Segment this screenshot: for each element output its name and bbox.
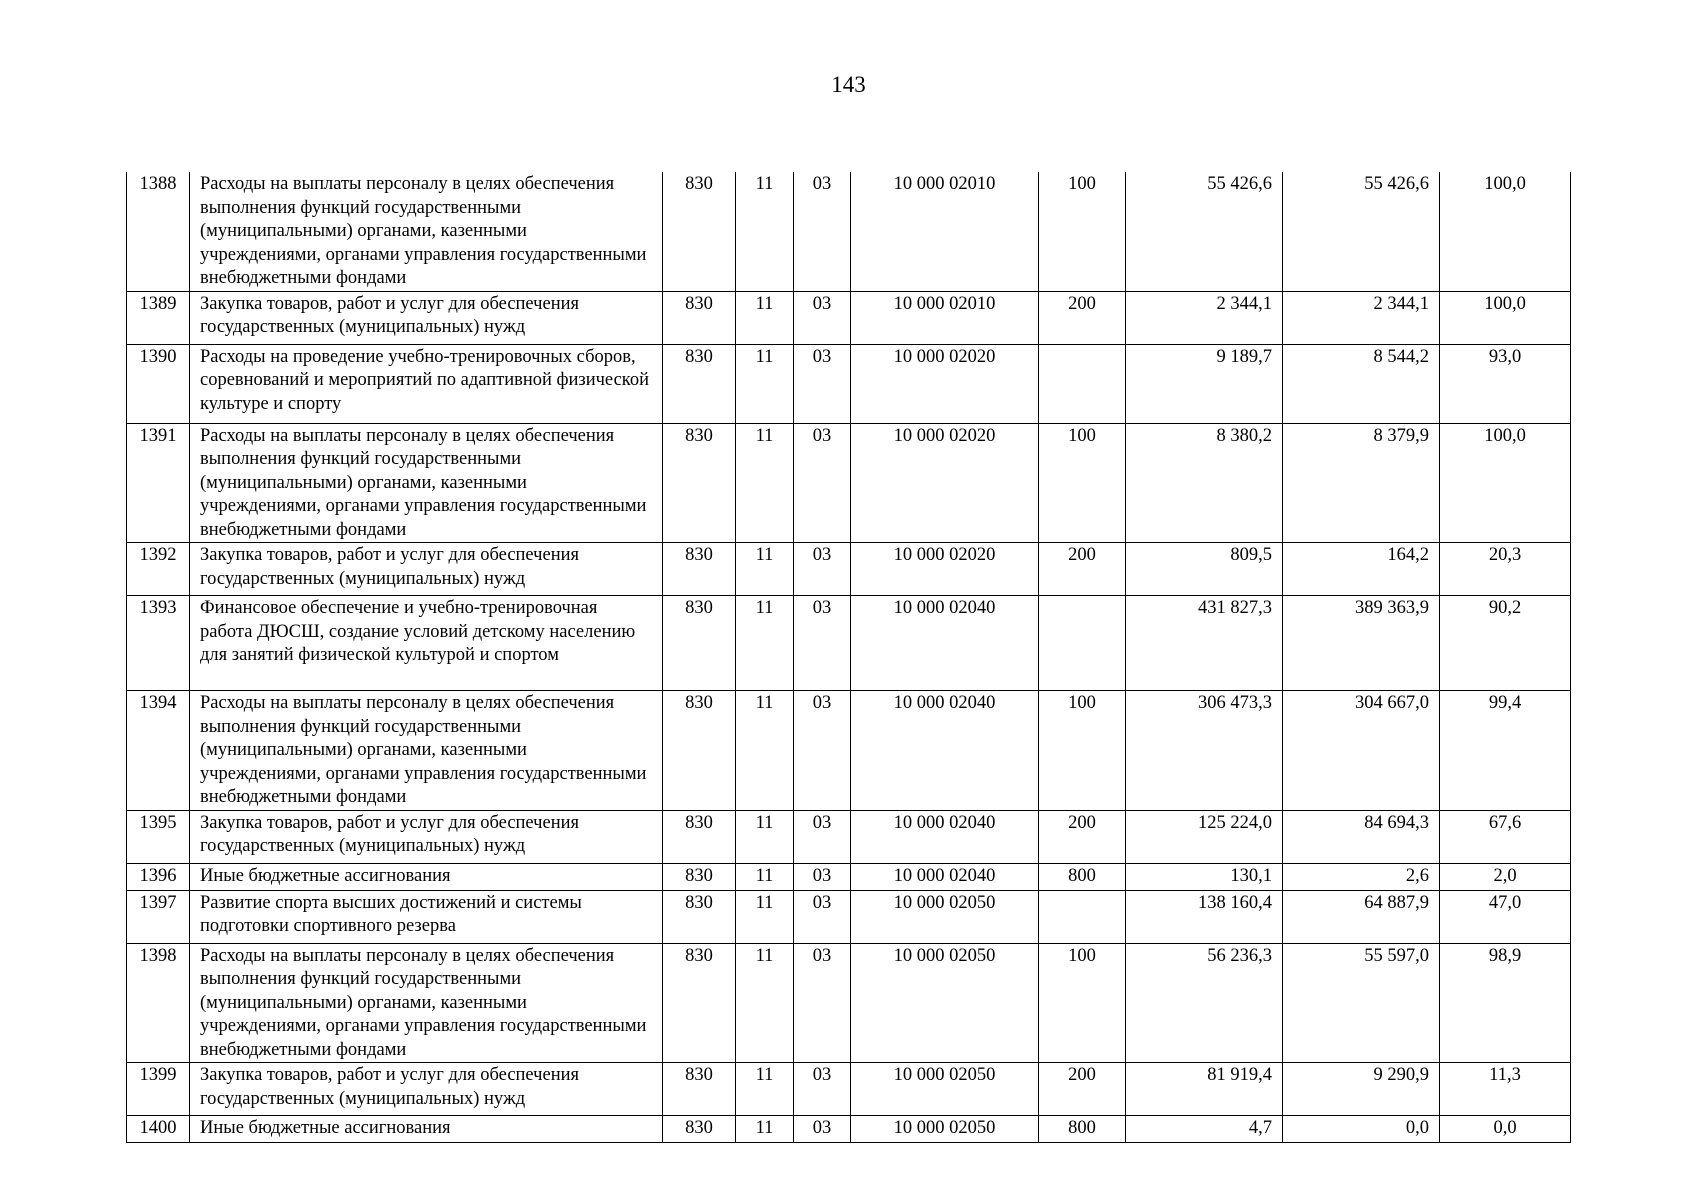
expense-type-code: [1039, 890, 1126, 943]
execution-percent: 90,2: [1440, 596, 1571, 691]
execution-percent: 100,0: [1440, 291, 1571, 344]
section-code: 11: [736, 890, 794, 943]
subsection-code: 03: [794, 344, 851, 423]
table-row: [127, 423, 1571, 543]
expense-name: Расходы на выплаты персоналу в целях обеспечения выполнения функций государственными (муниципальными) органами, казенными учреждениями, органами управления государственными внебюджетными фондами: [190, 172, 663, 291]
expense-type-code: 800: [1039, 863, 1126, 890]
section-code: 11: [736, 863, 794, 890]
budget-table: [126, 172, 1571, 1143]
expense-type-code: 100: [1039, 943, 1126, 1063]
section-code: 11: [736, 1116, 794, 1143]
table-row: [127, 810, 1571, 863]
section-code: 11: [736, 810, 794, 863]
executed-amount: 389 363,9: [1283, 596, 1440, 691]
subsection-code: 03: [794, 596, 851, 691]
execution-percent: 20,3: [1440, 543, 1571, 596]
executed-amount: 0,0: [1283, 1116, 1440, 1143]
planned-amount: 431 827,3: [1126, 596, 1283, 691]
target-article-code: 10 000 02010: [851, 172, 1039, 291]
row-number: 1390: [127, 344, 190, 423]
expense-type-code: 100: [1039, 172, 1126, 291]
table-row: [127, 543, 1571, 596]
row-number: 1396: [127, 863, 190, 890]
planned-amount: 55 426,6: [1126, 172, 1283, 291]
target-article-code: 10 000 02020: [851, 423, 1039, 543]
executed-amount: 8 544,2: [1283, 344, 1440, 423]
target-article-code: 10 000 02010: [851, 291, 1039, 344]
table-row: [127, 691, 1571, 811]
row-number: 1394: [127, 691, 190, 811]
expense-type-code: 200: [1039, 810, 1126, 863]
row-number: 1391: [127, 423, 190, 543]
table-row: [127, 291, 1571, 344]
department-code: 830: [663, 543, 736, 596]
execution-percent: 93,0: [1440, 344, 1571, 423]
executed-amount: 55 597,0: [1283, 943, 1440, 1063]
department-code: 830: [663, 1063, 736, 1116]
expense-type-code: 100: [1039, 691, 1126, 811]
expense-name: Иные бюджетные ассигнования: [190, 863, 663, 890]
row-number: 1388: [127, 172, 190, 291]
department-code: 830: [663, 596, 736, 691]
execution-percent: 100,0: [1440, 172, 1571, 291]
row-number: 1392: [127, 543, 190, 596]
section-code: 11: [736, 291, 794, 344]
executed-amount: 2 344,1: [1283, 291, 1440, 344]
execution-percent: 100,0: [1440, 423, 1571, 543]
expense-name: Развитие спорта высших достижений и системы подготовки спортивного резерва: [190, 890, 663, 943]
subsection-code: 03: [794, 291, 851, 344]
subsection-code: 03: [794, 810, 851, 863]
target-article-code: 10 000 02020: [851, 344, 1039, 423]
expense-type-code: 800: [1039, 1116, 1126, 1143]
target-article-code: 10 000 02040: [851, 863, 1039, 890]
table-row: [127, 890, 1571, 943]
expense-name: Закупка товаров, работ и услуг для обеспечения государственных (муниципальных) нужд: [190, 1063, 663, 1116]
expense-name: Расходы на выплаты персоналу в целях обеспечения выполнения функций государственными (муниципальными) органами, казенными учреждениями, органами управления государственными внебюджетными фондами: [190, 691, 663, 811]
row-number: 1400: [127, 1116, 190, 1143]
expense-name: Закупка товаров, работ и услуг для обеспечения государственных (муниципальных) нужд: [190, 543, 663, 596]
budget-table-body: [127, 172, 1571, 1143]
planned-amount: 4,7: [1126, 1116, 1283, 1143]
subsection-code: 03: [794, 890, 851, 943]
subsection-code: 03: [794, 943, 851, 1063]
execution-percent: 98,9: [1440, 943, 1571, 1063]
planned-amount: 130,1: [1126, 863, 1283, 890]
row-number: 1398: [127, 943, 190, 1063]
executed-amount: 9 290,9: [1283, 1063, 1440, 1116]
expense-type-code: 200: [1039, 543, 1126, 596]
subsection-code: 03: [794, 423, 851, 543]
table-row: [127, 863, 1571, 890]
expense-name: Иные бюджетные ассигнования: [190, 1116, 663, 1143]
row-number: 1397: [127, 890, 190, 943]
table-row: [127, 596, 1571, 691]
executed-amount: 164,2: [1283, 543, 1440, 596]
execution-percent: 11,3: [1440, 1063, 1571, 1116]
target-article-code: 10 000 02050: [851, 943, 1039, 1063]
expense-name: Финансовое обеспечение и учебно-тренировочная работа ДЮСШ, создание условий детскому населению для занятий физической культурой и спортом: [190, 596, 663, 691]
subsection-code: 03: [794, 691, 851, 811]
execution-percent: 99,4: [1440, 691, 1571, 811]
row-number: 1393: [127, 596, 190, 691]
table-row: [127, 943, 1571, 1063]
table-row: [127, 1063, 1571, 1116]
executed-amount: 8 379,9: [1283, 423, 1440, 543]
table-row: [127, 172, 1571, 291]
expense-type-code: 200: [1039, 291, 1126, 344]
target-article-code: 10 000 02040: [851, 596, 1039, 691]
target-article-code: 10 000 02050: [851, 890, 1039, 943]
section-code: 11: [736, 691, 794, 811]
target-article-code: 10 000 02040: [851, 810, 1039, 863]
section-code: 11: [736, 1063, 794, 1116]
department-code: 830: [663, 291, 736, 344]
section-code: 11: [736, 344, 794, 423]
section-code: 11: [736, 543, 794, 596]
department-code: 830: [663, 344, 736, 423]
planned-amount: 138 160,4: [1126, 890, 1283, 943]
planned-amount: 8 380,2: [1126, 423, 1283, 543]
expense-name: Расходы на выплаты персоналу в целях обеспечения выполнения функций государственными (муниципальными) органами, казенными учреждениями, органами управления государственными внебюджетными фондами: [190, 943, 663, 1063]
row-number: 1399: [127, 1063, 190, 1116]
expense-name: Закупка товаров, работ и услуг для обеспечения государственных (муниципальных) нужд: [190, 810, 663, 863]
department-code: 830: [663, 691, 736, 811]
section-code: 11: [736, 423, 794, 543]
execution-percent: 67,6: [1440, 810, 1571, 863]
section-code: 11: [736, 943, 794, 1063]
subsection-code: 03: [794, 1063, 851, 1116]
subsection-code: 03: [794, 543, 851, 596]
target-article-code: 10 000 02050: [851, 1116, 1039, 1143]
section-code: 11: [736, 596, 794, 691]
subsection-code: 03: [794, 172, 851, 291]
executed-amount: 304 667,0: [1283, 691, 1440, 811]
expense-name: Расходы на проведение учебно-тренировочных сборов, соревнований и мероприятий по адаптивной физической культуре и спорту: [190, 344, 663, 423]
expense-type-code: 200: [1039, 1063, 1126, 1116]
subsection-code: 03: [794, 863, 851, 890]
target-article-code: 10 000 02050: [851, 1063, 1039, 1116]
expense-name: Закупка товаров, работ и услуг для обеспечения государственных (муниципальных) нужд: [190, 291, 663, 344]
target-article-code: 10 000 02040: [851, 691, 1039, 811]
page-number: 143: [831, 72, 866, 97]
expense-type-code: 100: [1039, 423, 1126, 543]
department-code: 830: [663, 943, 736, 1063]
planned-amount: 809,5: [1126, 543, 1283, 596]
executed-amount: 84 694,3: [1283, 810, 1440, 863]
planned-amount: 56 236,3: [1126, 943, 1283, 1063]
executed-amount: 64 887,9: [1283, 890, 1440, 943]
section-code: 11: [736, 172, 794, 291]
executed-amount: 2,6: [1283, 863, 1440, 890]
table-row: [127, 1116, 1571, 1143]
planned-amount: 9 189,7: [1126, 344, 1283, 423]
department-code: 830: [663, 810, 736, 863]
planned-amount: 2 344,1: [1126, 291, 1283, 344]
table-row: [127, 344, 1571, 423]
execution-percent: 0,0: [1440, 1116, 1571, 1143]
department-code: 830: [663, 863, 736, 890]
department-code: 830: [663, 423, 736, 543]
target-article-code: 10 000 02020: [851, 543, 1039, 596]
planned-amount: 306 473,3: [1126, 691, 1283, 811]
department-code: 830: [663, 172, 736, 291]
execution-percent: 47,0: [1440, 890, 1571, 943]
expense-type-code: [1039, 596, 1126, 691]
expense-name: Расходы на выплаты персоналу в целях обеспечения выполнения функций государственными (муниципальными) органами, казенными учреждениями, органами управления государственными внебюджетными фондами: [190, 423, 663, 543]
department-code: 830: [663, 890, 736, 943]
subsection-code: 03: [794, 1116, 851, 1143]
planned-amount: 125 224,0: [1126, 810, 1283, 863]
executed-amount: 55 426,6: [1283, 172, 1440, 291]
department-code: 830: [663, 1116, 736, 1143]
row-number: 1389: [127, 291, 190, 344]
expense-type-code: [1039, 344, 1126, 423]
planned-amount: 81 919,4: [1126, 1063, 1283, 1116]
execution-percent: 2,0: [1440, 863, 1571, 890]
row-number: 1395: [127, 810, 190, 863]
